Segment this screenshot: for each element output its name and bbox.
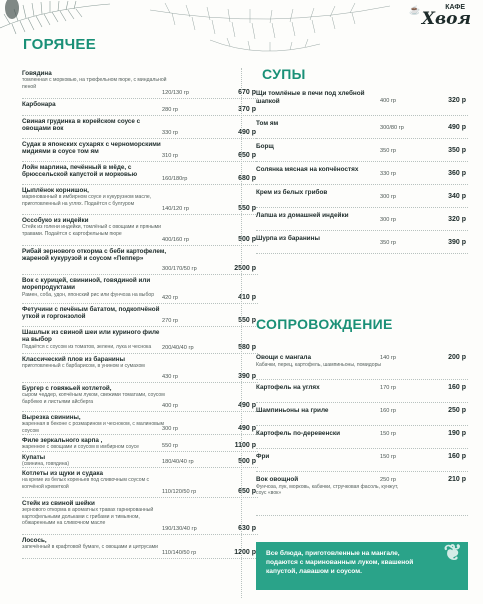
dish-row <box>22 215 258 246</box>
dish-row <box>22 162 258 185</box>
dish-weight: 420 гр <box>162 295 179 301</box>
dish-name: Фетучини с печёным бататом, подкопчёной уткой и горгонзолой <box>22 306 160 321</box>
side-name: Картофель по-деревенски <box>256 430 341 437</box>
dish-name: Рибай зернового откорма с беби картофелем, жареной кукурузой и соусом «Пеппер» <box>22 248 167 263</box>
dish-name: Карбонара <box>22 101 56 108</box>
dish-description: Рамен, соба, удон, японский рис или фунчоза на выбор <box>22 291 155 298</box>
dish-weight: 400 гр <box>162 403 179 409</box>
info-banner: Все блюда, приготовленные на мангале, подаются с маринованным луком, квашеной капустой, лавашом и соусом. ❦ <box>256 542 468 590</box>
side-price: 190 р <box>448 430 466 437</box>
dish-price: 500 р <box>238 236 256 243</box>
dish-description: приготовленный с барбарисом, в унином и сумахом <box>22 363 145 370</box>
pine-branch-left-icon <box>0 0 120 36</box>
dish-weight: 190/130/40 гр <box>162 526 197 532</box>
soup-price: 350 р <box>448 146 466 154</box>
dish-description: Стейк из голени индейки, томлёный с овощами и пряными травами. Подаётся с картофельным пюре <box>22 224 162 237</box>
dish-row <box>22 68 258 99</box>
dish-row <box>22 327 258 354</box>
dish-weight: 430 гр <box>162 374 179 380</box>
dish-price: 630 р <box>238 525 256 532</box>
section-title-sides: СОПРОВОЖДЕНИЕ <box>256 316 393 332</box>
side-row <box>256 472 468 516</box>
side-name: Вок овощной <box>256 476 299 483</box>
dish-row <box>22 99 258 116</box>
dish-name: Филе зеркального карпа , <box>22 437 103 444</box>
dish-description: зернового откорма в ароматных травах гарнированный картофельными дольками с грибами и тимьяном, обжаренными на сливочном масле <box>22 507 154 526</box>
soup-weight: 400 гр <box>380 98 397 104</box>
side-price: 160 р <box>448 453 466 460</box>
soup-name: Лапша из домашней индейки <box>256 212 349 219</box>
dish-description: сыром чеддер, копчёным луком, свежими томатами, соусом барбекю и листьями айсберга <box>22 392 165 405</box>
dish-price: 490 р <box>238 402 256 409</box>
side-name: Овощи с мангала <box>256 354 312 361</box>
dish-name: Классический плов из баранины <box>22 356 125 363</box>
dish-weight: 300 гр <box>162 426 179 432</box>
dish-price: 1200 р <box>234 549 256 556</box>
dish-description: жаренная в беконе с розмарином и чесноком, с малиновым соусом <box>22 421 165 434</box>
dish-row <box>22 452 258 468</box>
dish-price: 680 р <box>238 175 256 182</box>
dish-description: Подаётся с соусом из томатов, зелени, лука и чеснока <box>22 343 152 350</box>
dish-row <box>22 275 258 304</box>
side-price: 200 р <box>448 354 466 361</box>
soup-price: 320 р <box>448 97 466 104</box>
dish-weight: 200/40/40 гр <box>162 345 194 351</box>
dish-row <box>22 468 258 498</box>
dish-row <box>22 535 258 559</box>
pine-cone-icon: ❦ <box>443 540 462 565</box>
dish-weight: 180/40/40 гр <box>162 459 194 465</box>
section-title-soups: СУПЫ <box>262 66 306 82</box>
soup-price: 490 р <box>448 123 466 131</box>
soup-list <box>256 86 468 254</box>
cup-icon: ☕ <box>409 5 421 15</box>
dish-price: 500 р <box>238 458 256 465</box>
cafe-logo: ☕ КАФЕ Хвоя <box>409 4 471 29</box>
side-weight: 150 гр <box>380 454 397 460</box>
soup-weight: 350 гр <box>380 239 397 246</box>
dish-price: 650 р <box>238 488 256 495</box>
soup-name: Щи томлёные в печи под хлебной шапкой <box>256 90 365 105</box>
dish-row <box>22 246 258 275</box>
soup-name: Шурпа из баранины <box>256 235 320 242</box>
dish-weight: 550 гр <box>162 443 179 449</box>
soup-row <box>256 231 468 254</box>
side-name: Шампиньоны на гриле <box>256 407 329 414</box>
side-weight: 140 гр <box>380 355 397 361</box>
soup-name: Крем из белых грибов <box>256 189 328 196</box>
side-weight: 160 гр <box>380 408 397 414</box>
side-row <box>256 426 468 449</box>
dish-name: Купаты <box>22 454 46 461</box>
dish-weight: 110/120/50 гр <box>162 489 197 495</box>
dish-weight: 310 гр <box>162 153 179 159</box>
dish-row <box>22 354 258 383</box>
dish-row <box>22 412 258 435</box>
dish-price: 410 р <box>238 294 256 301</box>
soup-row <box>256 86 468 116</box>
dish-weight: 110/140/50 гр <box>162 550 197 556</box>
dish-name: Шашлык из свиной шеи или куриного филе на выбор <box>22 329 160 344</box>
dish-price: 1100 р <box>234 442 256 449</box>
dish-row <box>22 116 258 139</box>
dish-name: Лосось, <box>22 537 47 544</box>
side-description: Фунчоза, лук, морковь, кабачки, стручковая фасоль, кунжут, соус «вок» <box>256 483 399 496</box>
dish-name: Бургер с говяжьей котлетой, <box>22 385 112 392</box>
dish-row <box>22 435 258 452</box>
dish-price: 580 р <box>238 344 256 351</box>
dish-price: 670 р <box>238 89 256 96</box>
soup-row <box>256 162 468 185</box>
soup-price: 340 р <box>448 192 466 200</box>
side-price: 160 р <box>448 384 466 391</box>
soup-name: Том ям <box>256 120 279 127</box>
soup-price: 320 р <box>448 215 466 223</box>
soup-price: 360 р <box>448 169 466 177</box>
soup-row <box>256 208 468 231</box>
soup-row <box>256 116 468 139</box>
dish-name: Котлеты из щуки и судака <box>22 470 104 477</box>
dish-weight: 280 гр <box>162 107 179 113</box>
dish-weight: 400/160 гр <box>162 237 189 243</box>
dish-name: Цыплёнок корнишон, <box>22 187 89 194</box>
dish-name: Говядина <box>22 70 52 77</box>
dish-row <box>22 498 258 535</box>
dish-name: Вок с курицей, свининой, говядиной или морепродуктами <box>22 277 151 292</box>
dish-price: 550 р <box>238 205 256 212</box>
dish-description: запечённый в крафтовой бумаге, с овощами и цитрусами <box>22 544 159 551</box>
dish-price: 2500 р <box>234 265 256 272</box>
dish-row <box>22 304 258 327</box>
soup-weight: 350 гр <box>380 147 397 154</box>
dish-weight: 140/120 гр <box>162 206 189 212</box>
dish-name: Лойн марлина, печённый в мёде, с брюссельской капустой и морковью <box>22 164 138 179</box>
dish-row <box>22 383 258 412</box>
dish-description: жаренное с овощами и соусом в имбирном соусе <box>22 444 139 451</box>
dish-name: Вырезка свинины, <box>22 414 81 421</box>
dish-price: 490 р <box>238 425 256 432</box>
side-weight: 250 гр <box>380 477 397 483</box>
section-title-hot: ГОРЯЧЕЕ <box>23 36 97 53</box>
dish-price: 550 р <box>238 317 256 324</box>
side-list <box>256 350 468 516</box>
soup-name: Солянка мясная на копчёностях <box>256 166 359 173</box>
side-price: 210 р <box>448 476 466 483</box>
dish-weight: 270 гр <box>162 318 179 324</box>
hot-dish-list <box>22 68 258 559</box>
side-row <box>256 350 468 380</box>
dish-description: томленная с морковью, на трюфельном пюре, с миндальной пеной <box>22 77 167 90</box>
side-row <box>256 449 468 472</box>
dish-description: на креме из белых кореньев под сливочным соусом с копчёной креветкой <box>22 477 150 490</box>
soup-weight: 300/80 гр <box>380 124 404 131</box>
soup-weight: 300 гр <box>380 193 397 200</box>
soup-price: 390 р <box>448 238 466 246</box>
dish-description: маринованный в имбирном соусе и кукурузном масле, приготовленный на углях. Подаётся с булгуром <box>22 194 152 207</box>
dish-weight: 330 гр <box>162 130 179 136</box>
side-name: Фри <box>256 453 270 460</box>
soup-row <box>256 139 468 162</box>
dish-weight: 120/130 гр <box>162 90 189 96</box>
dish-price: 650 р <box>238 152 256 159</box>
side-weight: 150 гр <box>380 431 397 437</box>
dish-price: 370 р <box>238 106 256 113</box>
soup-row <box>256 185 468 208</box>
dish-name: Стейк из свиной шейки <box>22 500 95 507</box>
side-price: 250 р <box>448 407 466 414</box>
dish-row <box>22 139 258 162</box>
side-name: Картофель на углях <box>256 384 320 391</box>
soup-weight: 330 гр <box>380 170 397 177</box>
soup-name: Борщ <box>256 143 274 150</box>
dish-name: Свиная грудинка в корейском соусе с овощами вок <box>22 118 141 133</box>
soup-weight: 300 гр <box>380 216 397 223</box>
column-divider <box>241 68 242 598</box>
side-row <box>256 403 468 426</box>
dish-row <box>22 185 258 215</box>
dish-price: 490 р <box>238 129 256 136</box>
side-row <box>256 380 468 403</box>
dish-name: Оссобуко из индейки <box>22 217 89 224</box>
pine-branch-top-icon <box>150 0 400 60</box>
dish-description: (свинина, говядина) <box>22 461 70 468</box>
dish-weight: 300/170/50 гр <box>162 266 197 272</box>
side-weight: 170 гр <box>380 385 397 391</box>
side-description: Кабачки, перец, картофель, шампиньоны, помидоры <box>256 361 382 368</box>
dish-weight: 160/180гр <box>162 176 188 182</box>
dish-name: Судак в японских сухарях с черноморскими мидиями в соусе том ям <box>22 141 161 156</box>
dish-price: 390 р <box>238 373 256 380</box>
